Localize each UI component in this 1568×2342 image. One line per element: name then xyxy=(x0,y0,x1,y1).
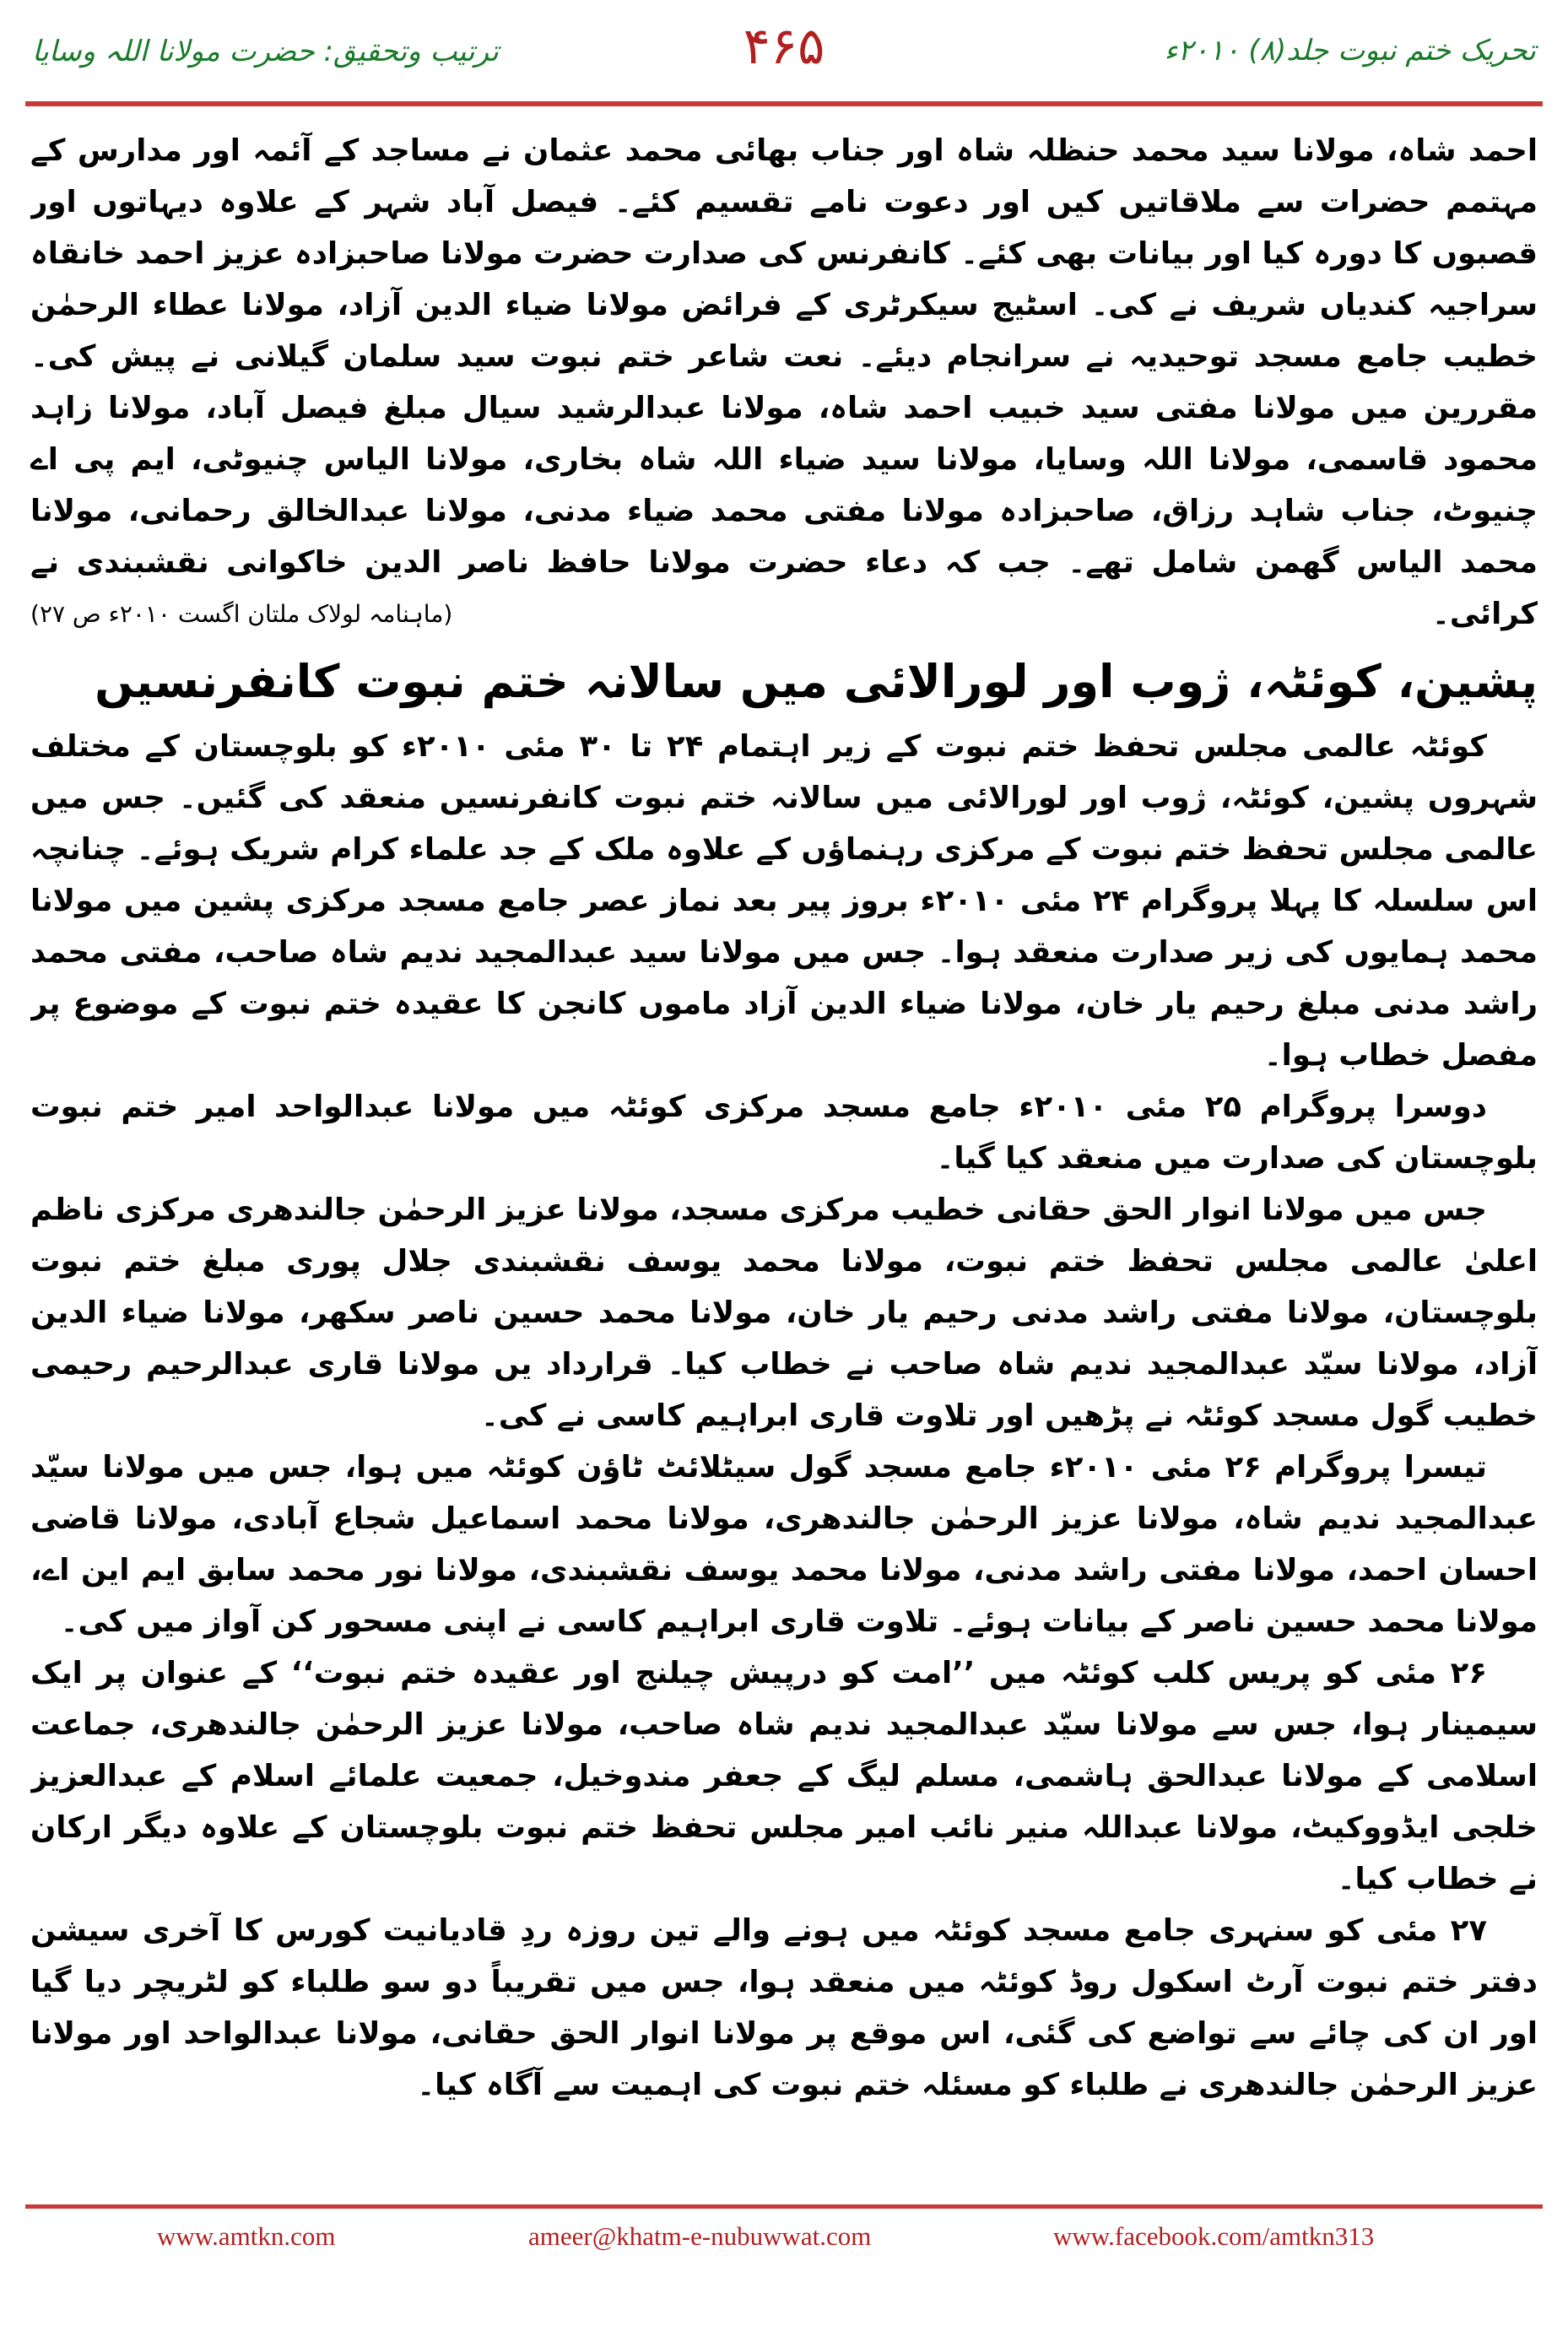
email-link[interactable]: ameer@khatm-e-nubuwwat.com xyxy=(528,2221,872,2251)
opening-paragraph xyxy=(30,125,1538,640)
facebook-link[interactable]: www.facebook.com/amtkn313 xyxy=(1053,2221,1375,2251)
website-link[interactable]: www.amtkn.com xyxy=(157,2221,336,2251)
section-paragraph: ۲۷ مئی کو سنہری جامع مسجد کوئٹہ میں ہونے والے تین روزہ ردِ قادیانیت کورس کا آخری سیشن دفتر ختم نبوت آرٹ اسکول روڈ کوئٹہ میں منعقد ہوا، جس میں تقریباً دو سو طلباء کو لٹریچر دیا گیا اور ان کی چائے سے تواضع کی گئی، اس موقع پر مولانا انوار الحق حقانی، مولانا عبدالواحد اور مولانا عزیز الرحمٰن جالندھری نے طلباء کو مسئلہ ختم نبوت کی اہمیت سے آگاہ کیا۔ xyxy=(30,1913,1538,2102)
section-paragraph: ۲۶ مئی کو پریس کلب کوئٹہ میں ’’امت کو درپیش چیلنج اور عقیدہ ختم نبوت‘‘ کے عنوان پر ایک سیمینار ہوا، جس سے مولانا سیّد عبدالمجید ندیم شاہ صاحب، مولانا عزیز الرحمٰن جالندھری، جماعت اسلامی کے مولانا عبدالحق ہاشمی، مسلم لیگ کے جعفر مندوخیل، جمعیت علمائے اسلام کے عبدالعزیز خلجی ایڈووکیٹ، مولانا عبداللہ منیر نائب امیر مجلس تحفظ ختم نبوت بلوچستان کے علاوہ دیگر ارکان نے خطاب کیا۔ xyxy=(30,1656,1538,1896)
page-header xyxy=(0,0,1568,127)
section-paragraph: دوسرا پروگرام ۲۵ مئی ۲۰۱۰ء جامع مسجد مرکزی کوئٹہ میں مولانا عبدالواحد امیر ختم نبوت بلوچستان کی صدارت میں منعقد کیا گیا۔ xyxy=(30,1090,1538,1176)
section-paragraph: تیسرا پروگرام ۲۶ مئی ۲۰۱۰ء جامع مسجد گول سیٹلائٹ ٹاؤن کوئٹہ میں ہوا، جس میں مولانا سیّد عبدالمجید ندیم شاہ، مولانا عزیز الرحمٰن جالندھری، مولانا محمد اسماعیل شجاع آبادی، مولانا قاضی احسان احمد، مولانا مفتی راشد مدنی، مولانا محمد یوسف نقشبندی، مولانا نور محمد سابق ایم این اے، مولانا محمد حسین ناصر کے بیانات ہوئے۔ تلاوت قاری ابراہیم کاسی نے اپنی مسحور کن آواز میں کی۔ xyxy=(30,1450,1538,1639)
footer-divider xyxy=(25,2204,1543,2209)
section-paragraph: کوئٹہ عالمی مجلس تحفظ ختم نبوت کے زیر اہتمام ۲۴ تا ۳۰ مئی ۲۰۱۰ء کو بلوچستان کے مختلف شہروں پشین، کوئٹہ، ژوب اور لورالائی میں سالانہ ختم نبوت کانفرنسیں منعقد کی گئیں۔ جس میں عالمی مجلس تحفظ ختم نبوت کے مرکزی رہنماؤں کے علاوہ ملک کے جد علماء کرام شریک ہوئے۔ چنانچہ اس سلسلہ کا پہلا پروگرام ۲۴ مئی ۲۰۱۰ء بروز پیر بعد نماز عصر جامع مسجد مرکزی پشین میں مولانا محمد ہمایوں کی زیر صدارت منعقد ہوا۔ جس میں مولانا سید عبدالمجید ندیم شاہ صاحب، مفتی محمد راشد مدنی مبلغ رحیم یار خان، مولانا ضیاء الدین آزاد ماموں کانجن کا عقیدہ ختم نبوت کے موضوع پر مفصل خطاب ہوا۔ xyxy=(30,729,1538,1073)
compiler-credit: ترتیب وتحقیق: حضرت مولانا اللہ وسایا xyxy=(32,35,499,68)
page-footer xyxy=(0,2204,1568,2342)
paragraph-text: احمد شاہ، مولانا سید محمد حنظلہ شاہ اور جناب بھائی محمد عثمان نے مساجد کے آئمہ اور مدارس کے مہتمم حضرات سے ملاقاتیں کیں اور دعوت نامے تقسیم کئے۔ فیصل آباد شہر کے علاوہ دیہاتوں اور قصبوں کا دورہ کیا اور بیانات بھی کئے۔ کانفرنس کی صدارت حضرت مولانا صاحبزادہ عزیز احمد خانقاہ سراجیہ کندیاں شریف نے کی۔ اسٹیج سیکرٹری کے فرائض مولانا ضیاء الدین آزاد، مولانا عطاء الرحمٰن خطیب جامع مسجد توحیدیہ نے سرانجام دیئے۔ نعت شاعر ختم نبوت سید سلمان گیلانی نے پیش کی۔ مقررین میں مولانا مفتی سید خبیب احمد شاہ، مولانا عبدالرشید سیال مبلغ فیصل آباد، مولانا زاہد محمود قاسمی، مولانا اللہ وسایا، مولانا سید ضیاء اللہ شاہ بخاری، مولانا الیاس چنیوٹی، ایم پی اے چنیوٹ، جناب شاہد رزاق، صاحبزادہ مولانا مفتی محمد ضیاء مدنی، مولانا عبدالخالق رحمانی، مولانا محمد الیاس گھمن شامل تھے۔ جب کہ دعاء حضرت مولانا حافظ ناصر الدین خاکوانی نقشبندی نے کرائی۔ xyxy=(30,133,1538,631)
book-title: تحریک ختم نبوت جلد(۸) ۲۰۱۰ء xyxy=(1164,34,1536,68)
section-heading: پشین، کوئٹہ، ژوب اور لورالائی میں سالانہ ختم نبوت کانفرنسیں xyxy=(95,655,1538,708)
page-body xyxy=(30,125,1538,2176)
section-paragraph: جس میں مولانا انوار الحق حقانی خطیب مرکزی مسجد، مولانا عزیز الرحمٰن جالندھری مرکزی ناظم اعلیٰ عالمی مجلس تحفظ ختم نبوت، مولانا محمد یوسف نقشبندی جلال پوری مبلغ ختم نبوت بلوچستان، مولانا مفتی راشد مدنی رحیم یار خان، مولانا محمد حسین ناصر سکھر، مولانا ضیاء الدین آزاد، مولانا سیّد عبدالمجید ندیم شاہ صاحب نے خطاب کیا۔ قرارداد یں مولانا قاری عبدالرحیم رحیمی خطیب گول مسجد کوئٹہ نے پڑھیں اور تلاوت قاری ابراہیم کاسی نے کی۔ xyxy=(30,1193,1538,1433)
page-number: ۴۶۵ xyxy=(743,17,825,76)
source-reference: (ماہنامہ لولاک ملتان اگست ۲۰۱۰ء ص ۲۷) xyxy=(30,600,453,628)
header-divider xyxy=(25,101,1543,106)
